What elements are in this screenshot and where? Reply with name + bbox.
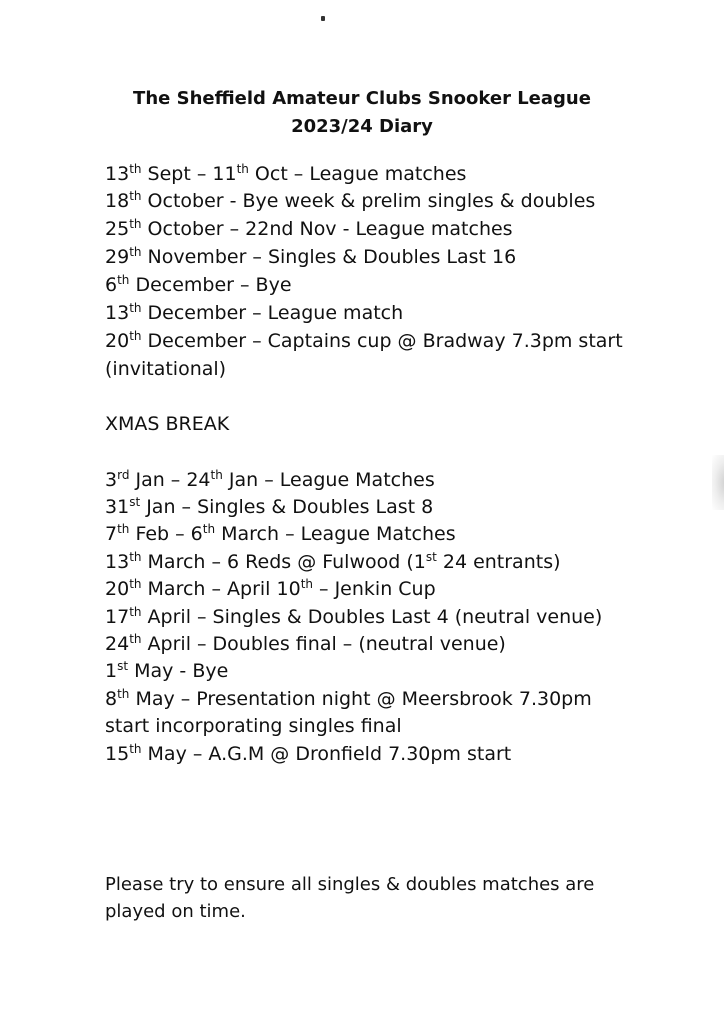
diary-entry: 13th March – 6 Reds @ Fulwood (1st 24 entrants)	[105, 550, 561, 573]
diary-entry: 3rd Jan – 24th Jan – League Matches	[105, 468, 435, 491]
scan-speck	[321, 16, 325, 21]
diary-entry: 20th March – April 10th – Jenkin Cup	[105, 577, 436, 600]
footer-note-line-1: Please try to ensure all singles & doubles matches are	[105, 874, 595, 895]
diary-entry: 8th May – Presentation night @ Meersbrook 7.30pm	[105, 687, 592, 710]
diary-entry: 25th October – 22nd Nov - League matches	[105, 217, 513, 240]
diary-entry-continuation: start incorporating singles final	[105, 715, 402, 737]
diary-entry: 6th December – Bye	[105, 273, 292, 296]
document-subtitle: 2023/24 Diary	[291, 116, 433, 137]
document-title: The Sheffield Amateur Clubs Snooker League	[133, 88, 591, 109]
diary-entry: 13th Sept – 11th Oct – League matches	[105, 162, 467, 185]
diary-entry: 31st Jan – Singles & Doubles Last 8	[105, 495, 434, 518]
diary-entry-continuation: (invitational)	[105, 358, 227, 380]
diary-entry: 24th April – Doubles final – (neutral venue)	[105, 632, 506, 655]
diary-entry: 7th Feb – 6th March – League Matches	[105, 522, 456, 545]
diary-entry: 29th November – Singles & Doubles Last 16	[105, 245, 517, 268]
scan-edge-smudge	[712, 455, 724, 510]
diary-entry: 1st May - Bye	[105, 659, 229, 682]
diary-entry: 15th May – A.G.M @ Dronfield 7.30pm start	[105, 742, 512, 765]
xmas-break-heading: XMAS BREAK	[105, 413, 230, 435]
diary-entry: 13th December – League match	[105, 301, 404, 324]
diary-entry: 17th April – Singles & Doubles Last 4 (neutral venue)	[105, 605, 603, 628]
diary-entry: 20th December – Captains cup @ Bradway 7.3pm start	[105, 329, 623, 352]
diary-entry: 18th October - Bye week & prelim singles & doubles	[105, 189, 596, 212]
footer-note-line-2: played on time.	[105, 901, 246, 922]
